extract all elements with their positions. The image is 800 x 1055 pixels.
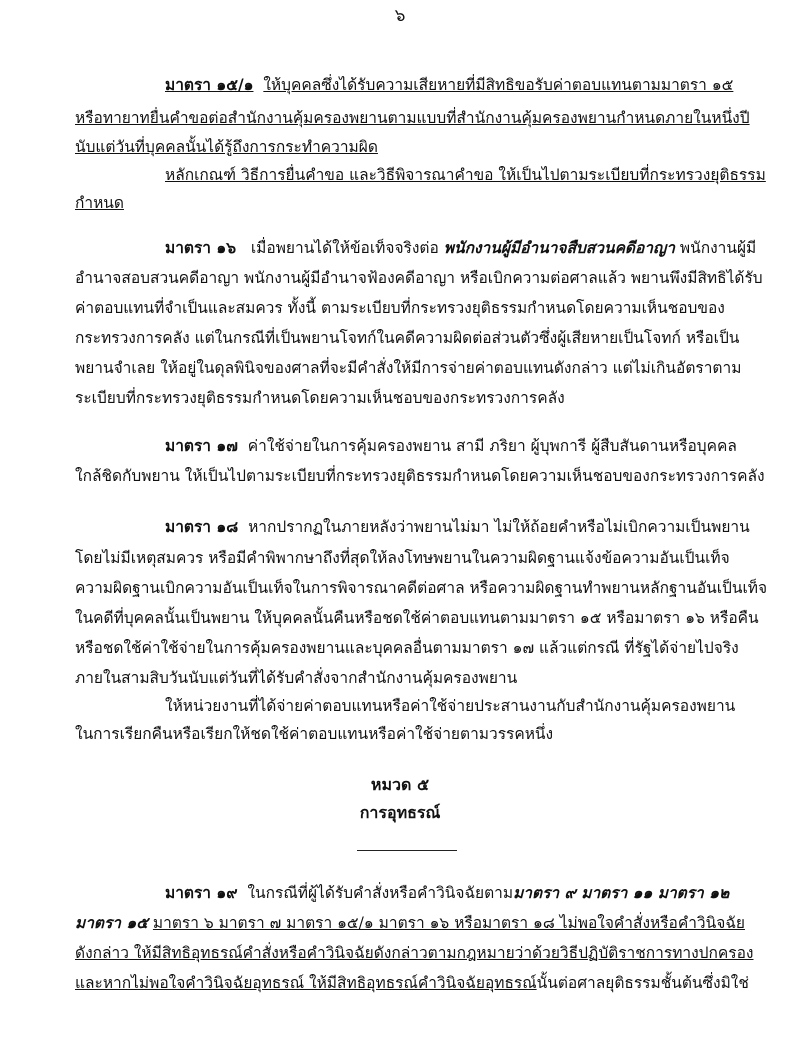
- section-15-1-line-3: นับแต่วันที่บุคคลนั้นได้รู้ถึงการกระทำความผิด: [75, 138, 378, 156]
- section-18-line-1: มาตรา ๑๘ หากปรากฏในภายหลังว่าพยานไม่มา ไม่ให้ถ้อยคำหรือไม่เบิกความเป็นพยาน: [165, 517, 750, 536]
- section-18-line-8: ในการเรียกคืนหรือเรียกให้ชดใช้ค่าตอบแทนหรือค่าใช้จ่ายตามวรรคหนึ่ง: [75, 725, 554, 743]
- section-label: มาตรา ๑๗: [165, 436, 238, 455]
- section-16-line-6: ระเบียบที่กระทรวงยุติธรรมกำหนดโดยความเห็นชอบของกระทรวงการคลัง: [75, 389, 565, 407]
- section-17-line-1: มาตรา ๑๗ ค่าใช้จ่ายในการคุ้มครองพยาน สามี ภริยา ผู้บุพการี ผู้สืบสันดานหรือบุคคล: [165, 436, 737, 455]
- section-18-line-2: โดยไม่มีเหตุสมควร หรือมีคำพิพากษาถึงที่สุดให้ลงโทษพยานในความผิดฐานแจ้งข้อความอันเป็นเท็จ: [75, 549, 730, 567]
- section-17-line-2: ใกล้ชิดกับพยาน ให้เป็นไปตามระเบียบที่กระทรวงยุติธรรมกำหนดโดยความเห็นชอบของกระทรวงการคลัง: [75, 467, 765, 485]
- section-label: มาตรา ๑๘: [165, 517, 239, 536]
- section-label: มาตรา ๑๙: [165, 883, 238, 902]
- chapter-number: หมวด ๕: [370, 775, 430, 794]
- section-19-line-2: มาตรา ๑๕ มาตรา ๖ มาตรา ๗ มาตรา ๑๕/๑ มาตรา ๑๖ หรือมาตรา ๑๘ ไม่พอใจคำสั่งหรือคำวินิจฉัย: [75, 913, 745, 932]
- section-16-line-4: กระทรวงการคลัง แต่ในกรณีที่เป็นพยานโจทก์ในคดีความผิดต่อส่วนตัวซึ่งผู้เสียหายเป็นโจทก์ หรือเป็น: [75, 329, 740, 347]
- section-label: มาตรา ๑๕/๑: [165, 75, 254, 94]
- section-19-line-3: ดังกล่าว ให้มีสิทธิอุทธรณ์คำสั่งหรือคำวินิจฉัยดังกล่าวตามกฎหมายว่าด้วยวิธีปฏิบัติราชการทางปกครอง: [75, 944, 754, 962]
- section-16-line-3: ค่าตอบแทนที่จำเป็นและสมควร ทั้งนี้ ตามระเบียบที่กระทรวงยุติธรรมกำหนดโดยความเห็นชอบของ: [75, 299, 725, 317]
- chapter-title: การอุทธรณ์: [359, 803, 441, 822]
- page-number: ๖: [394, 6, 406, 26]
- section-19-line-4: และหากไม่พอใจคำวินิจฉัยอุทธรณ์ ให้มีสิทธิอุทธรณ์คำวินิจฉัยอุทธรณ์นั้นต่อศาลยุติธรรมชั้นต้นซึ่งมิใช่: [75, 974, 749, 992]
- section-16-line-1: มาตรา ๑๖ เมื่อพยานได้ให้ข้อเท็จจริงต่อ พนักงานผู้มีอำนาจสืบสวนคดีอาญา พนักงานผู้มี: [165, 238, 757, 257]
- section-18-line-4: ในคดีที่บุคคลนั้นเป็นพยาน ให้บุคคลนั้นคืนหรือชดใช้ค่าตอบแทนตามมาตรา ๑๕ หรือมาตรา ๑๖ หรือคืน: [75, 609, 759, 627]
- section-15-1-line-4: หลักเกณฑ์ วิธีการยื่นคำขอ และวิธีพิจารณาคำขอ ให้เป็นไปตามระเบียบที่กระทรวงยุติธรรม: [165, 166, 766, 184]
- section-16-line-2: อำนาจสอบสวนคดีอาญา พนักงานผู้มีอำนาจฟ้องคดีอาญา หรือเบิกความต่อศาลแล้ว พยานพึงมีสิทธิได้รับ: [75, 269, 763, 287]
- section-15-1-line-1: มาตรา ๑๕/๑ ให้บุคคลซึ่งได้รับความเสียหายที่มีสิทธิขอรับค่าตอบแทนตามมาตรา ๑๕: [165, 75, 734, 94]
- section-18-line-7: ให้หน่วยงานที่ได้จ่ายค่าตอบแทนหรือค่าใช้จ่ายประสานงานกับสำนักงานคุ้มครองพยาน: [165, 697, 736, 715]
- section-label: มาตรา ๑๖: [165, 238, 237, 257]
- section-15-1-line-2: หรือทายาทยื่นคำขอต่อสำนักงานคุ้มครองพยานตามแบบที่สำนักงานคุ้มครองพยานกำหนดภายในหนึ่งปี: [75, 109, 750, 127]
- section-15-1-line-5: กำหนด: [75, 194, 124, 212]
- section-18-line-3: ความผิดฐานเบิกความอันเป็นเท็จในการพิจารณาคดีต่อศาล หรือความผิดฐานทำพยานหลักฐานอันเป็นเท็จ: [75, 579, 768, 597]
- section-19-line-1: มาตรา ๑๙ ในกรณีที่ผู้ได้รับคำสั่งหรือคำวินิจฉัยตามมาตรา ๙ มาตรา ๑๑ มาตรา ๑๒: [165, 883, 730, 902]
- section-16-line-5: พยานจำเลย ให้อยู่ในดุลพินิจของศาลที่จะมีคำสั่งให้มีการจ่ายค่าตอบแทนดังกล่าว แต่ไม่เกินอัตราตาม: [75, 359, 742, 377]
- section-18-line-6: ภายในสามสิบวันนับแต่วันที่ได้รับคำสั่งจากสำนักงานคุ้มครองพยาน: [75, 669, 518, 687]
- chapter-divider: [357, 850, 457, 851]
- section-18-line-5: หรือชดใช้ค่าใช้จ่ายในการคุ้มครองพยานและบุคคลอื่นตามมาตรา ๑๗ แล้วแต่กรณี ที่รัฐได้จ่ายไปจริง: [75, 639, 739, 657]
